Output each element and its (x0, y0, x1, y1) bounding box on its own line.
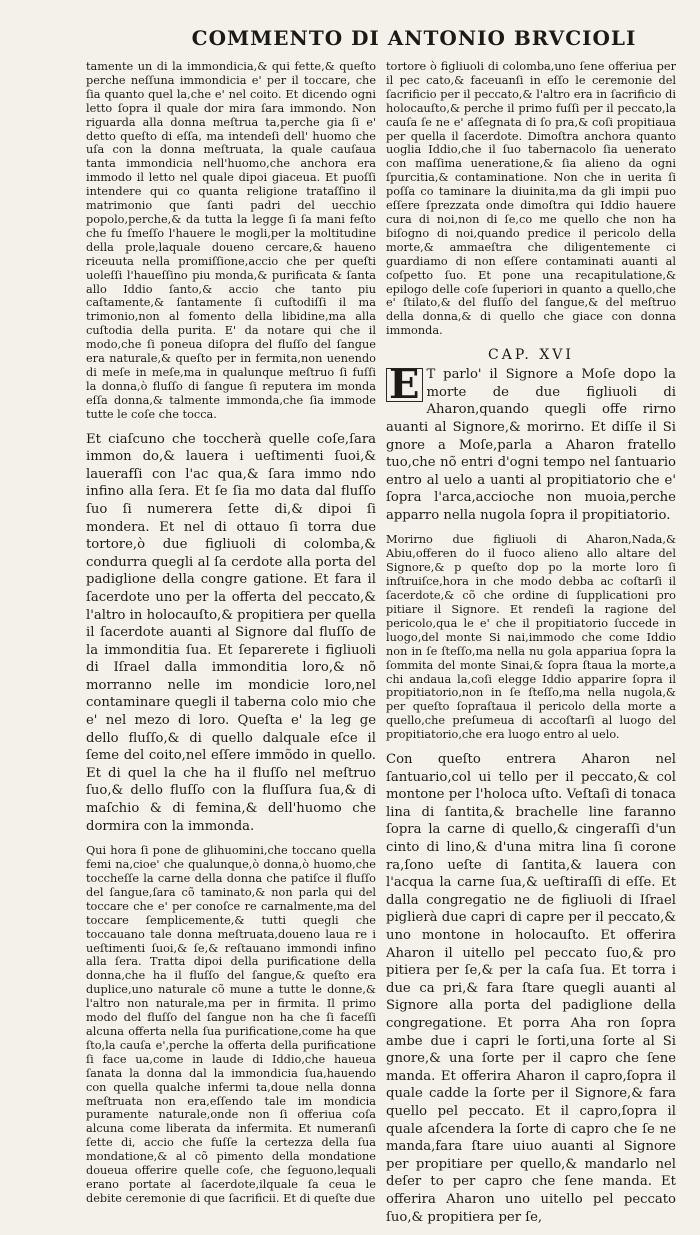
commentary-paragraph: Qui hora ſi pone de glihuomini,che toccano quella femi na,cioe' che qualunque,ò donna,ò huomo,che toccheſſe la carne della donna che patiſce il fluſſo del ſangue,ſara cõ taminato,& non parla qui del toccare che e' per conoſce re carnalmente,ma del toccare ſemplicemente,& tutti quegli che toccauano tale donna meſtruata,doueno laua re i ueſtimenti ſuoi,& ſe,& reſtauano immondi infino alla ſera. Tratta dipoi della purificatione della donna,che ha il fluſſo del ſangue,& queſto era duplice,uno naturale cõ mune a tutte le donne,& l'altro non naturale,ma per in firmita. Il primo modo del fluſſo del ſangue non ha che ſi faceſſi alcuna offerta nella ſua purificatione,come ha que ſto,la cauſa e',perche la offerta della purificatione ſi face ua,come in laude di Iddio,che haueua ſanata la donna dal la immondicia ſua,hauendo con quella qualche infermi ta,doue nella donna meſtruata non era,eſſendo tale im mondicia puramente naturale,onde non ſi offeriua coſa alcuna come liberata da infermita. Et numeranſi ſette di, accio che fuſſe la certezza della ſua mondatione,& al cõ pimento della mondatione doueua offerire quelle coſe, che ſeguono,lequali erano portate al ſacerdote,ilquale ſa ceua le debite ceremonie di que ſacrificii. Et di queſte due (86, 844, 376, 1205)
text-columns (86, 60, 682, 1235)
scripture-paragraph (386, 361, 676, 524)
scripture-paragraph: Et ciaſcuno che toccherà quelle coſe,ſara immon do,& lauera i ueſtimenti ſuoi,& lauerafſi con l'ac qua,& ſara immo ndo infino alla ſera. Et ſe ſia mo data dal fluſſo ſuo ſi numerera ſette di,& dipoi ſi mondera. Et nel di ottauo ſi torra due tortore,ò due figliuoli di colomba,& condurra quegli al ſa cerdote alla porta del padiglione della congre gatione. Et fara il ſacerdote uno per la offerta del peccato,& l'altro in holocauſto,& propitiera per quella il ſacerdote auanti al Signore dal fluſſo de la immonditia ſua. Et ſeparerete i figliuoli di Iſrael dalla immonditia loro,& nõ morranno nelle im mondicie loro,nel contaminare quegli il taberna colo mio che e' nel mezo di loro. Queſta e' la leg ge dello fluſſo,& di quello dalquale eſce il ſeme del coito,nel eſſere immõdo in quello. Et di quel la che ha il fluſſo nel meſtruo ſuo,& dello fluſſo con la fluſſura ſua,& di maſchio & di femina,& dell'huomo che dormira con la immonda. (86, 431, 376, 834)
chapter-heading: CAP. XVI (488, 347, 574, 364)
commentary-paragraph: Morirno due figliuoli di Aharon,Nada,& Abiu,offeren do il fuoco alieno allo altare del Signore,& p queſto dop po la morte loro ſi inſtruiſce,hora in che modo debba ac coſtarſi il ſacerdote,& cõ che ordine di ſupplicationi pro pitiare il Signore. Et rendeſi la ragione del pericolo,qua le e' che il propitiatorio ſuccede in luogo,del monte Si nai,immodo che come Iddio non in ſe ſteſſo,ma nella nu gola appariua ſopra la ſommita del monte Sinai,& ſopra ſtaua la morte,a chi andaua la,coſi elegge Iddio apparire ſopra il propitiatorio,non in ſe ſteſſo,ma nella nugola,& per queſto ſopraſtaua il pericolo della morte a quello,che preſumeua di accoſtarſi al luogo del propitiatorio,che era luogo entro al uelo. (386, 533, 676, 742)
right-column (386, 60, 676, 1235)
commentary-paragraph: tortore ò figliuoli di colomba,uno ſene offeriua per il pec cato,& faceuanſi in eſſo le ceremonie del ſacrificio per il peccato,& l'altro era in ſacrificio di holocauſto,& perche il primo fuſſi per il peccato,la cauſa ſe ne e' aſſegnata di ſo pra,& coſi propitiaua per quella il ſacerdote. Dimoſtra anchora quanto uoglia Iddio,che il ſuo tabernacolo ſia uenerato con maſſima ueneratione,& ſia alieno da ogni ſpurcitia,& contaminatione. Non che in uerita ſi poſſa co taminare la diuinita,ma da gli impii puo eſſere ſprezzata onde dimoſtra qui Iddio hauere cura di noi,non di ſe,co me quello che non ha biſogno di noi,quando predice il pericolo della morte,& ammaeſtra che diligentemente ci guardiamo di non eſſere contaminati auanti al coſpetto ſuo. Et pone una recapitulatione,& epilogo delle coſe ſuperiori in quanto a quello,che e' ſtilato,& del fluſſo del ſangue,& del meſtruo della donna,& di quello che giace con donna immonda. (386, 60, 676, 338)
scripture-paragraph: Con queſto entrera Aharon nel ſantuario,col ui tello per il peccato,& col montone per l'holoca uſto. Veſtaſi di tonaca lina di ſantita,& brachelle line faranno ſopra la carne di quello,& cingeraſſi d'un cinto di lino,& d'una mitra lina ſi corone ra,ſono ueſte di ſantita,& lauera con l'acqua la carne ſua,& ueſtiraſſi di eſſe. Et dalla congregatio ne de figliuoli di Iſrael piglierà due capri di capre per il peccato,& uno montone in holocauſto. Et offerira Aharon il uitello pel peccato ſuo,& pro pitiera per ſe,& per la caſa ſua. Et torra i due ca pri,& fara ſtare quegli auanti al Signore alla porta del padiglione della congregatione. Et porra Aha ron ſopra ambe due i capri le ſorti,una ſorte al Si gnore,& una ſorte per il capro che ſene manda. Et offerira Aharon il capro,ſopra il quale cadde la ſorte per il Signore,& fara quello pel peccato. Et il capro,ſopra il quale aſcendera la ſorte di capro che ſe ne manda,fara ſtare uiuo auanti al Signore per propitiare per quello,& mandarlo nel deſer to per capro che ſene manda. Et offerira Aharon uno uitello pel peccato ſuo,& propitiera per ſe, (386, 752, 676, 1225)
left-column (86, 60, 376, 1235)
drop-capital: E (386, 368, 423, 402)
commentary-paragraph: tamente un di la immondicia,& qui fette,& queſto perche neſſuna immondicia e' per il toccare, che ſia quanto quel la,che e' nel coito. Et dicendo ogni letto ſopra il quale dor mira ſara immondo. Non riguarda alla donna meſtrua ta,perche gia ſi e' detto queſto di eſſa, ma intendeſi dell' huomo che uſa con la donna meſtruata, la quale cauſaua tanta immondicia nell'huomo,che anchora era immodo il letto nel quale dipoi giaceua. Et puoſſi intendere qui co quanta religione trataſſino il matrimonio que ſanti padri del uecchio popolo,perche,& da tutta la legge ſi ſa mani feſto che fu ſmeſſo l'hauere le mogli,per la moltitudine della prole,laquale doueno cercare,& haueno riceuuta nella promiſſione,accio che per queſti uoleſſi l'haueſſino piu monda,& purificata & ſanta allo Iddio ſanto,& accio che tanto piu caſtamente,& ſantamente ſi cuſtodiſſi il ma trimonio,non al fomento della libidine,ma alla cuſtodia della purita. E' da notare qui che il modo,che ſi poneua diſopra del fluſſo del ſangue era naturale,& queſto per in fermita,non uenendo di meſe in meſe,ma in qualunque meſtruo ſi fuſſi la donna,ò fluſſo di ſangue ſi reputera im monda eſſa donna,& talmente immonda,che ſia immode tutte le coſe che tocca. (86, 60, 376, 421)
running-title: COMMENTO DI ANTONIO BRVCIOLI (191, 26, 637, 50)
scripture-text: T parlo' il Signore a Moſe dopo la morte de due figliuoli di Aharon,quando quegli offe rirno auanti al Signore,& morirno. Et diſſe il Si gnore a Moſe,parla a Aharon fratello tuo,che nõ entri d'ogni tempo nel ſantuario entro al uelo a uanti al propitiatorio che e' ſopra l'arca,accioche non muoia,perche apparro nella nugola ſopra il propitiatorio. (386, 367, 676, 523)
